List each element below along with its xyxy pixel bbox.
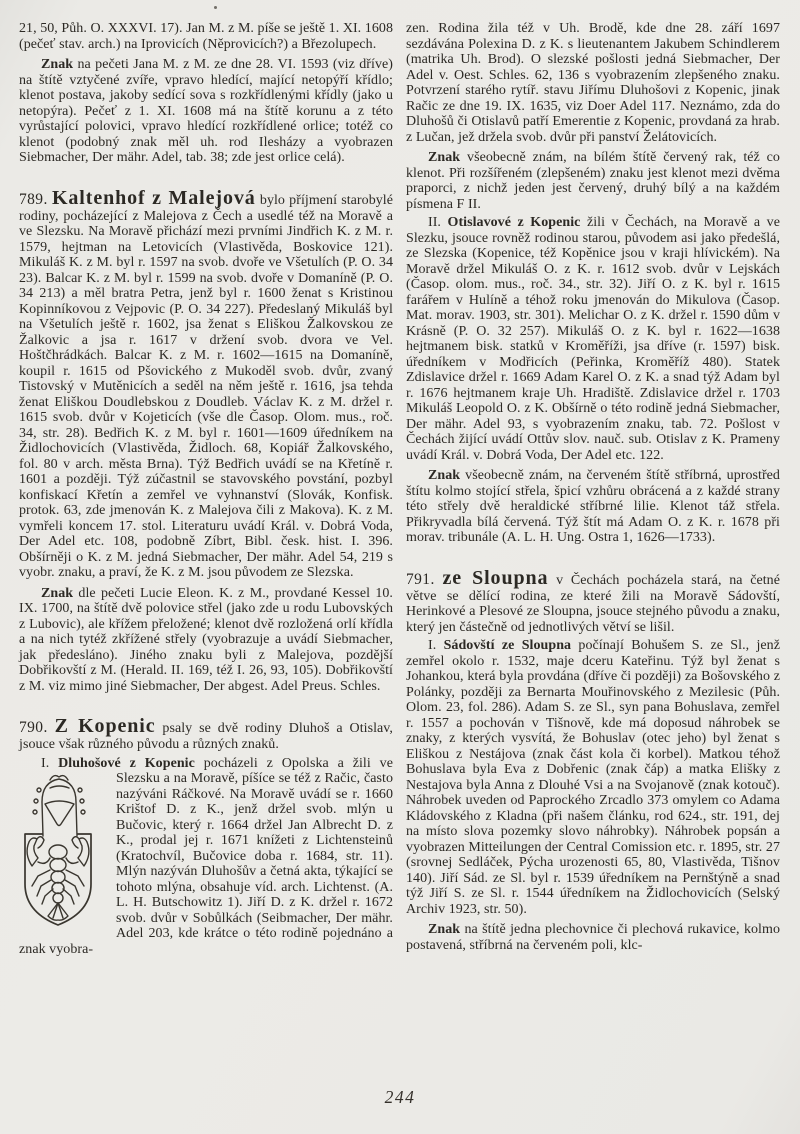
continuation-paragraph bbox=[406, 21, 780, 145]
blazon-paragraph bbox=[406, 468, 780, 546]
paragraph-text: zen. Rodina žila též v Uh. Brodě, kde dne 28. září 1697 sezdávána Polexina D. z K. s lieutenantem Jakubem Schindlerem (matrika Uh. Brod). O slezské pošlosti jedná Siebmacher, Der Adel v. Oest. Schles. 62, 136 s vyobrazením zlepšeného znaku. Potvrzení starého rytíř. stavu Jiřímu Dluhošovi z Kopenic, jinak Račic ze dne 19. IX. 1635, viz Doer Adel 117. Neznámo, zda do Dluhošů či Otislavů patří Emerentie z Kopenic, provdaná za hrab. z Lučan, jež držela svob. dvůr při panství Želátovicích. bbox=[406, 21, 780, 145]
paragraph-text: pocházeli z Opolska a žili ve bbox=[203, 755, 393, 771]
coat-of-arms-illustration bbox=[20, 774, 104, 932]
paragraph-text: 21, 50, Půh. O. XXXVI. 17). Jan M. z M. píše se ještě 1. XI. 1608 (pečeť stav. arch.) na Iprovicích (Něprovicích?) a Březolupech. bbox=[19, 21, 393, 52]
entry-paragraph bbox=[19, 715, 393, 753]
shield bbox=[25, 834, 91, 925]
entry-number: 789. bbox=[19, 190, 48, 208]
paragraph-text: bylo příjmení starobylé rodiny, pocházející z Malejova z Čech a usedlé též na Moravě a ve Slezsku. Na Moravě přichází mezi prvními Jindřich K. z M. r. 1579, hejtman na Letovicích (Vlastivěda, Boskovice 121). Mikuláš K. z M. byl r. 1597 na svob. dvoře ve Všetulích (P. O. 34 23). Balcar K. z M. byl r. 1599 na svob. dvoře v Domaníně (P. O. 34 213) a měl bratra Petra, jenž byl r. 1600 ženat s Kristinou Kopinníkovou z Vejpovic (P. O. 34 227). Předeslaný Mikuláš byl na Všetulích ještě r. 1602, jsa ženat s Eliškou Žalkovskou ze Žalkovic a jsa r. 1617 v držení svob. dvora ve Vel. Hoštčhrádkách. Balcar K. z M. r. 1602—1615 na Domaníně, koupil r. 1615 od Pšovického z Mukoděl svob. dvůr, zvaný Tistovský v Mutěnicích a seděl na něm ještě r. 1616, jsa tehda ženat Eliškou Doudlebskou z Doudleb. Václav K. z M. držel r. 1615 svob. dvůr v Kojeticích (vše dle Časop. Olom. mus., roč. 34, str. 28). Bedřich K. z M. byl r. 1601—1609 úředníkem na Židlochovicích (Vlastivěda, Židloch. 68, Kopiář Žalkovského, fol. 80 v arch. města Brna). Týž Bedřich uvádí se na Křetíně r. 1601 a později. Týž zúčastnil se stavovského povstání, pozbyl konfiskací Křetín a zemřel ve vyhnanství (Slovák, Konfisk. protok. 63, zde jmenován K. z Malejova čili z Makova). K. z M. vymřeli koncem 17. stol. Literaturu uvádí Král. v. Dobrá Voda, Der Adel etc. 108, podobně Zíbrt, Bibl. česk. hist. I. 396. Obšírněji o K. z M. jedná Siebmacher, Der mähr. Adel 54, 219 s vyobr. znaku, a praví, že K. z M. jsou původem ze Slezska. bbox=[19, 192, 393, 580]
branch-numeral: I. bbox=[41, 755, 50, 771]
branch-paragraph bbox=[406, 638, 780, 917]
blazon-paragraph bbox=[19, 586, 393, 695]
branch-first-line bbox=[19, 756, 393, 772]
paragraph-text: dle pečeti Lucie Eleon. K. z M., provdané Kessel 10. IX. 1700, na štítě dvě polovice střel (jako zde u rodu Lubovských z Lubovic), ale křížem přeložené; klenot dvě rozložená orlí křídla a na nich tytéž zkřížené střely (vyobrazuje a uvádí Siebmacher, jak předesláno). Jiného znaku byli z Malejova, pozdější Dobřikovští z M. (Herald. II. 169, též I. 26, 93, 105). Dobřikovští z M. viz mimo jiné Siebmacher, Der abgest. Adel Preus. Schles. bbox=[19, 585, 393, 694]
paragraph-text: na štítě jedna plechovnice či plechová rukavice, kolmo postavená, stříbrná na červeném poli, klc- bbox=[406, 922, 780, 953]
branch-numeral: I. bbox=[428, 638, 437, 653]
scan-speck bbox=[214, 6, 217, 9]
paragraph-text: v Čechách pocházela stará, na četné větve se dělící rodina, ze které žili na Moravě Sádovští, Herinkové a Plesové ze Sloupna, jsouce stejného původu a znaku, který jen částečně od jednotlivých větví se lišil. bbox=[406, 572, 780, 635]
crayfish bbox=[27, 837, 89, 920]
blazon-paragraph bbox=[406, 922, 780, 953]
paragraph-text: na pečeti Jana M. z M. ze dne 28. VI. 1593 (viz dříve) na štítě vztyčené zvíře, vpravo hledící, mající netopýří křídlo; klenot postava, jakoby sedící sova s rozkřídlenými křídly (jako u netopýra). Pečeť z 1. XI. 1608 má na štítě korunu a z této vyrůstající polovici, vpravo hledící rozkřídlené orlice; totéž co klenot (podobný znak měl uh. rod Ilesházy a vyobrazen Siebmacher, Der mähr. Adel, tab. 38; zde jest orlice celá). bbox=[19, 57, 393, 165]
helmet bbox=[33, 776, 85, 836]
entry-title: ze Sloupna bbox=[442, 566, 549, 589]
blazon-lead: Znak bbox=[41, 585, 74, 601]
blazon-lead: Znak bbox=[428, 150, 461, 165]
paragraph-text: všeobecně znám, na červeném štítě stříbrná, uprostřed štítu kolmo stojící střela, špicí vzhůru obrácená a z každé strany této střely dvě heraldické stříbrné lilie. Klenot táž střela. Přikryvadla bílá červená. Týž štít má Adam O. z K. r. 1678 při morav. tribunále (A. L. H. Ung. Ostra 1, 1626—1733). bbox=[406, 468, 780, 545]
entry-paragraph bbox=[406, 567, 780, 636]
entry-title: Z Kopenic bbox=[54, 715, 156, 737]
continuation-paragraph bbox=[19, 21, 393, 52]
branch-lead: Sádovští ze Sloupna bbox=[443, 638, 572, 653]
blazon-lead: Znak bbox=[41, 57, 74, 72]
paragraph-text: počínají Bohušem S. ze Sl., jenž zemřel okolo r. 1532, maje dceru Kateřinu. Týž byl ženat s Johankou, která byla provdána (dříve či později) za Bošovského z Polánky, později za Bernarta Mouřinovského z Mezilesic (Půh. Olom. 23, fol. 286). Adam S. ze Sl., syn pana Bohuslava, zemřel r. 1557 a pochován v Tišnově, kde má doposud náhrobek se znaky, z kterých vysvítá, že Bohuslav (otec jeho) byl ženat s Eliškou z Nestájova (znak část kola či korbel). Matkou téhož Bohuslava byla Eva z Dobřenic (znak čáp) a matka Elišky z Nestajova byla Anna z Dlouhé Vsi a na Svojanově (znak kotouč). Náhrobek uveden od Paprockého Zrcadlo 373 omylem co Adama Kládovského z Kladna (při našem článku, rod 624., str. 191, dej na místo slova pozemky slovo náhrobky). Náhrobek popsán a vyobrazen Mitteilungen der Central Comission etc. r. 1895, str. 27 (srovnej Sedláček, Pýcha urozenosti 65, 80, Vlastivěda, Tišnov 140). Jiří Sád. ze Sl. byl r. 1539 úředníkem na Pernštýně a snad týž Jiří S. ze Sl. r. 1544 úředníkem na Židlochovicích (Selský Archiv 1923, str. 50). bbox=[406, 638, 780, 917]
text-wrap-around-illustration bbox=[19, 771, 393, 957]
paragraph-text: psaly se dvě rodiny Dluhoš a Otislav, jsouce však různého původu a různých znaků. bbox=[19, 721, 393, 752]
branch-lead: Otislavové z Kopenic bbox=[447, 215, 581, 230]
blazon-lead: Znak bbox=[428, 468, 461, 483]
branch-lead: Dluhošové z Kopenic bbox=[58, 755, 195, 771]
paragraph-text: Slezsku a na Moravě, píšíce se též z Račic, často nazýváni Ráčkové. Na Moravě uvádí se r. 1660 Krištof D. z K., jenž držel svob. mlýn u Bučovic, který r. 1664 držel Jan Albrecht D. z K., prodal jej r. 1671 knížeti z Lichtensteinů (Kratochvíl, Bučovice doba r. 1684, str. 11). Mlýn nazýván Dluhošův a četná akta, týkající se tohoto mlýna, obsahuje víd. arch. Lichtenst. (A. L. H. Butschowitz 1). Jiří D. z K. držel r. 1672 svob. dvůr v Sobůlkách (Seibmacher, Der mähr. Adel 203, kde krátce o této rodině pojednáno a znak vyobra- bbox=[19, 771, 393, 957]
entry-paragraph bbox=[19, 187, 393, 581]
paragraph-text: žili v Čechách, na Moravě a ve Slezku, jsouce rovněž rodinou starou, původem asi jako předešlá, ze Slezska (Kopenice, též Kopěnice jsou v kraji hlívickém). Na Moravě držel Mikuláš O. z K. r. 1612 svob. dvůr v Lejskách (Časop. olom. mus., roč. 34., str. 32). Jiří O. z K. byl r. 1615 farářem v Hulíně a téhož roku jmenován do Mikulova (Časop. Mat. morav. 1903, str. 301). Melichar O. z K. držel r. 1590 dům v Krásně (P. O. 32 257). Mikuláš O. z K. byl r. 1622—1638 hejtmanem bisk. statků v Kroměříži, jsa dříve (r. 1597) bisk. úředníkem v Modřicích (Peřinka, Kroměříž 480). Statek Zdislavice držel r. 1669 Adam Karel O. z K. a snad týž Adam byl r. 1676 hejtmanem kraje Uh. Hradiště. Zdislavice držel r. 1703 Mikuláš Leopold O. z K. Obšírně o této rodině jedná Siebmacher, Der mähr. Adel 93, s vyobrazením znaku, tab. 72. Pošlost v Čechách žijící uvádí Ottův slov. nauč. sub. Otislav z K. Prameny uvádí Král. v. Dobrá Voda, Der Adel etc. 122. bbox=[406, 215, 780, 463]
entry-title: Kaltenhof z Malejová bbox=[51, 186, 256, 209]
blazon-paragraph bbox=[406, 150, 780, 212]
branch-paragraph bbox=[406, 215, 780, 463]
scan-speck bbox=[453, 27, 455, 29]
right-column bbox=[406, 21, 780, 957]
blazon-paragraph bbox=[19, 57, 393, 166]
entry-number: 790. bbox=[19, 719, 48, 736]
paragraph-text: všeobecně znám, na bílém štítě červený rak, též co klenot. Při rozšířeném (zlepšeném) znaku jest klenot mezi dvěma praporci, z nichž jeden jest červený, druhý bílý a na každém písmena F II. bbox=[406, 150, 780, 212]
branch-paragraph-with-illustration bbox=[19, 756, 393, 958]
page-number: 244 bbox=[384, 1087, 416, 1107]
branch-numeral: II. bbox=[428, 215, 441, 230]
left-column bbox=[19, 21, 393, 957]
blazon-lead: Znak bbox=[428, 922, 461, 937]
entry-number: 791. bbox=[406, 570, 435, 588]
